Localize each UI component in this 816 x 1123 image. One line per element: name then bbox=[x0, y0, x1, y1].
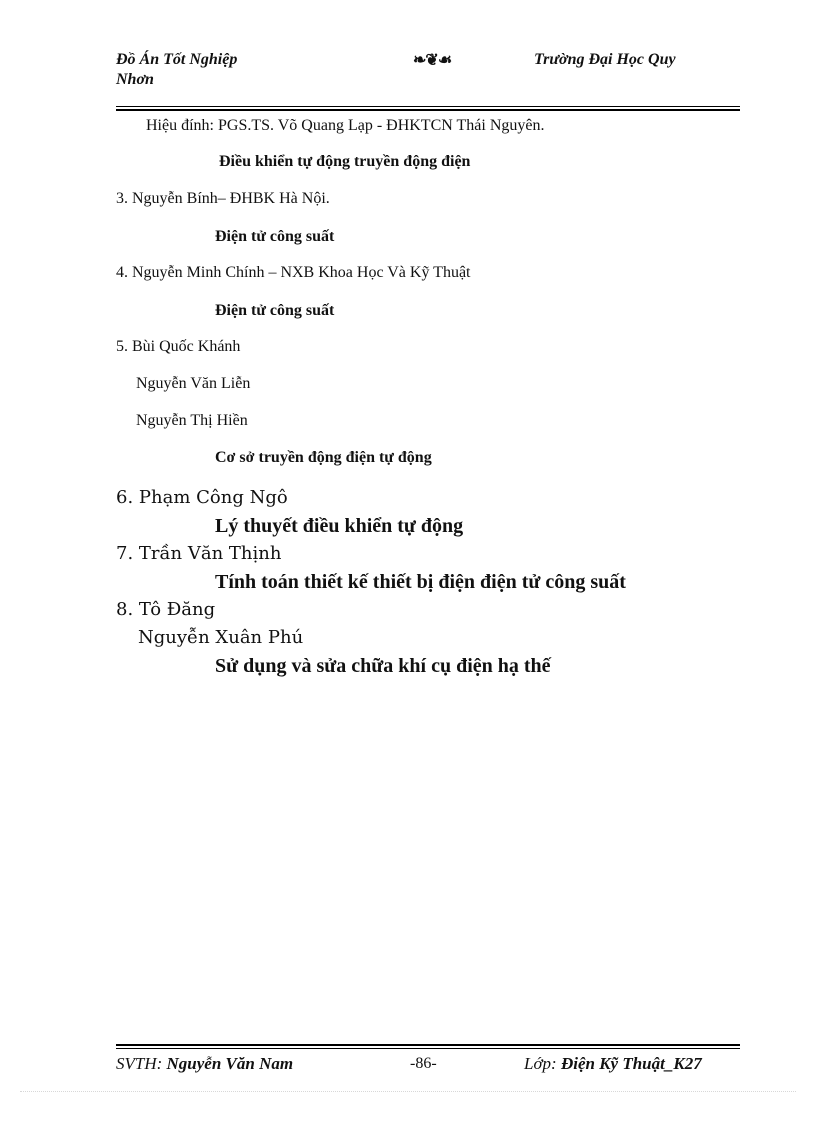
reference-5-title: Cơ sở truyền động điện tự động bbox=[215, 449, 432, 466]
header-rule-thin bbox=[116, 106, 740, 107]
reference-5-author-1: 5. Bùi Quốc Khánh bbox=[116, 338, 241, 355]
page-number: -86- bbox=[410, 1055, 437, 1072]
reference-5-author-2: Nguyễn Văn Liễn bbox=[136, 375, 251, 392]
reference-5-author-3: Nguyễn Thị Hiền bbox=[136, 412, 248, 429]
reference-4-author: 4. Nguyễn Minh Chính – NXB Khoa Học Và Kỹ Thuật bbox=[116, 264, 471, 281]
reference-7-author: 7. Trần Văn Thịnh bbox=[116, 543, 282, 564]
header-rule-thick bbox=[116, 109, 740, 111]
footer-student-name: Nguyễn Văn Nam bbox=[166, 1054, 294, 1073]
header-right: Trường Đại Học Quy bbox=[534, 51, 676, 68]
reference-8-title: Sử dụng và sửa chữa khí cụ điện hạ thế bbox=[215, 655, 551, 677]
footer-class-label: Lớp: bbox=[524, 1054, 557, 1073]
footer-rule-thick bbox=[116, 1044, 740, 1046]
reference-editor-line: Hiệu đính: PGS.TS. Võ Quang Lạp - ĐHKTCN Thái Nguyên. bbox=[146, 117, 545, 134]
reference-editor-title: Điều khiển tự động truyền động điện bbox=[219, 153, 471, 170]
reference-8-author-2: Nguyễn Xuân Phú bbox=[138, 627, 304, 648]
reference-3-title: Điện tử công suất bbox=[215, 228, 335, 245]
reference-8-author-1: 8. Tô Đăng bbox=[116, 599, 216, 620]
page-bottom-divider bbox=[20, 1091, 796, 1092]
reference-4-title: Điện tử công suất bbox=[215, 302, 335, 319]
footer-class-name: Điện Kỹ Thuật_K27 bbox=[560, 1054, 702, 1073]
header-left-line1: Đồ Án Tốt Nghiệp bbox=[116, 51, 238, 68]
reference-6-title: Lý thuyết điều khiển tự động bbox=[215, 515, 464, 537]
reference-6-author: 6. Phạm Công Ngô bbox=[116, 487, 288, 508]
footer-svth-label: SVTH: bbox=[116, 1054, 163, 1073]
reference-3-author: 3. Nguyễn Bính– ĐHBK Hà Nội. bbox=[116, 190, 330, 207]
footer-rule-thin bbox=[116, 1048, 740, 1049]
footer-student bbox=[116, 1054, 293, 1074]
header-left-line2: Nhơn bbox=[116, 71, 154, 88]
reference-7-title: Tính toán thiết kế thiết bị điện điện tử công suất bbox=[215, 571, 626, 593]
header-left bbox=[116, 50, 316, 90]
header-ornament-icon: ❧❦☙ bbox=[413, 52, 452, 69]
footer-class bbox=[524, 1054, 702, 1074]
